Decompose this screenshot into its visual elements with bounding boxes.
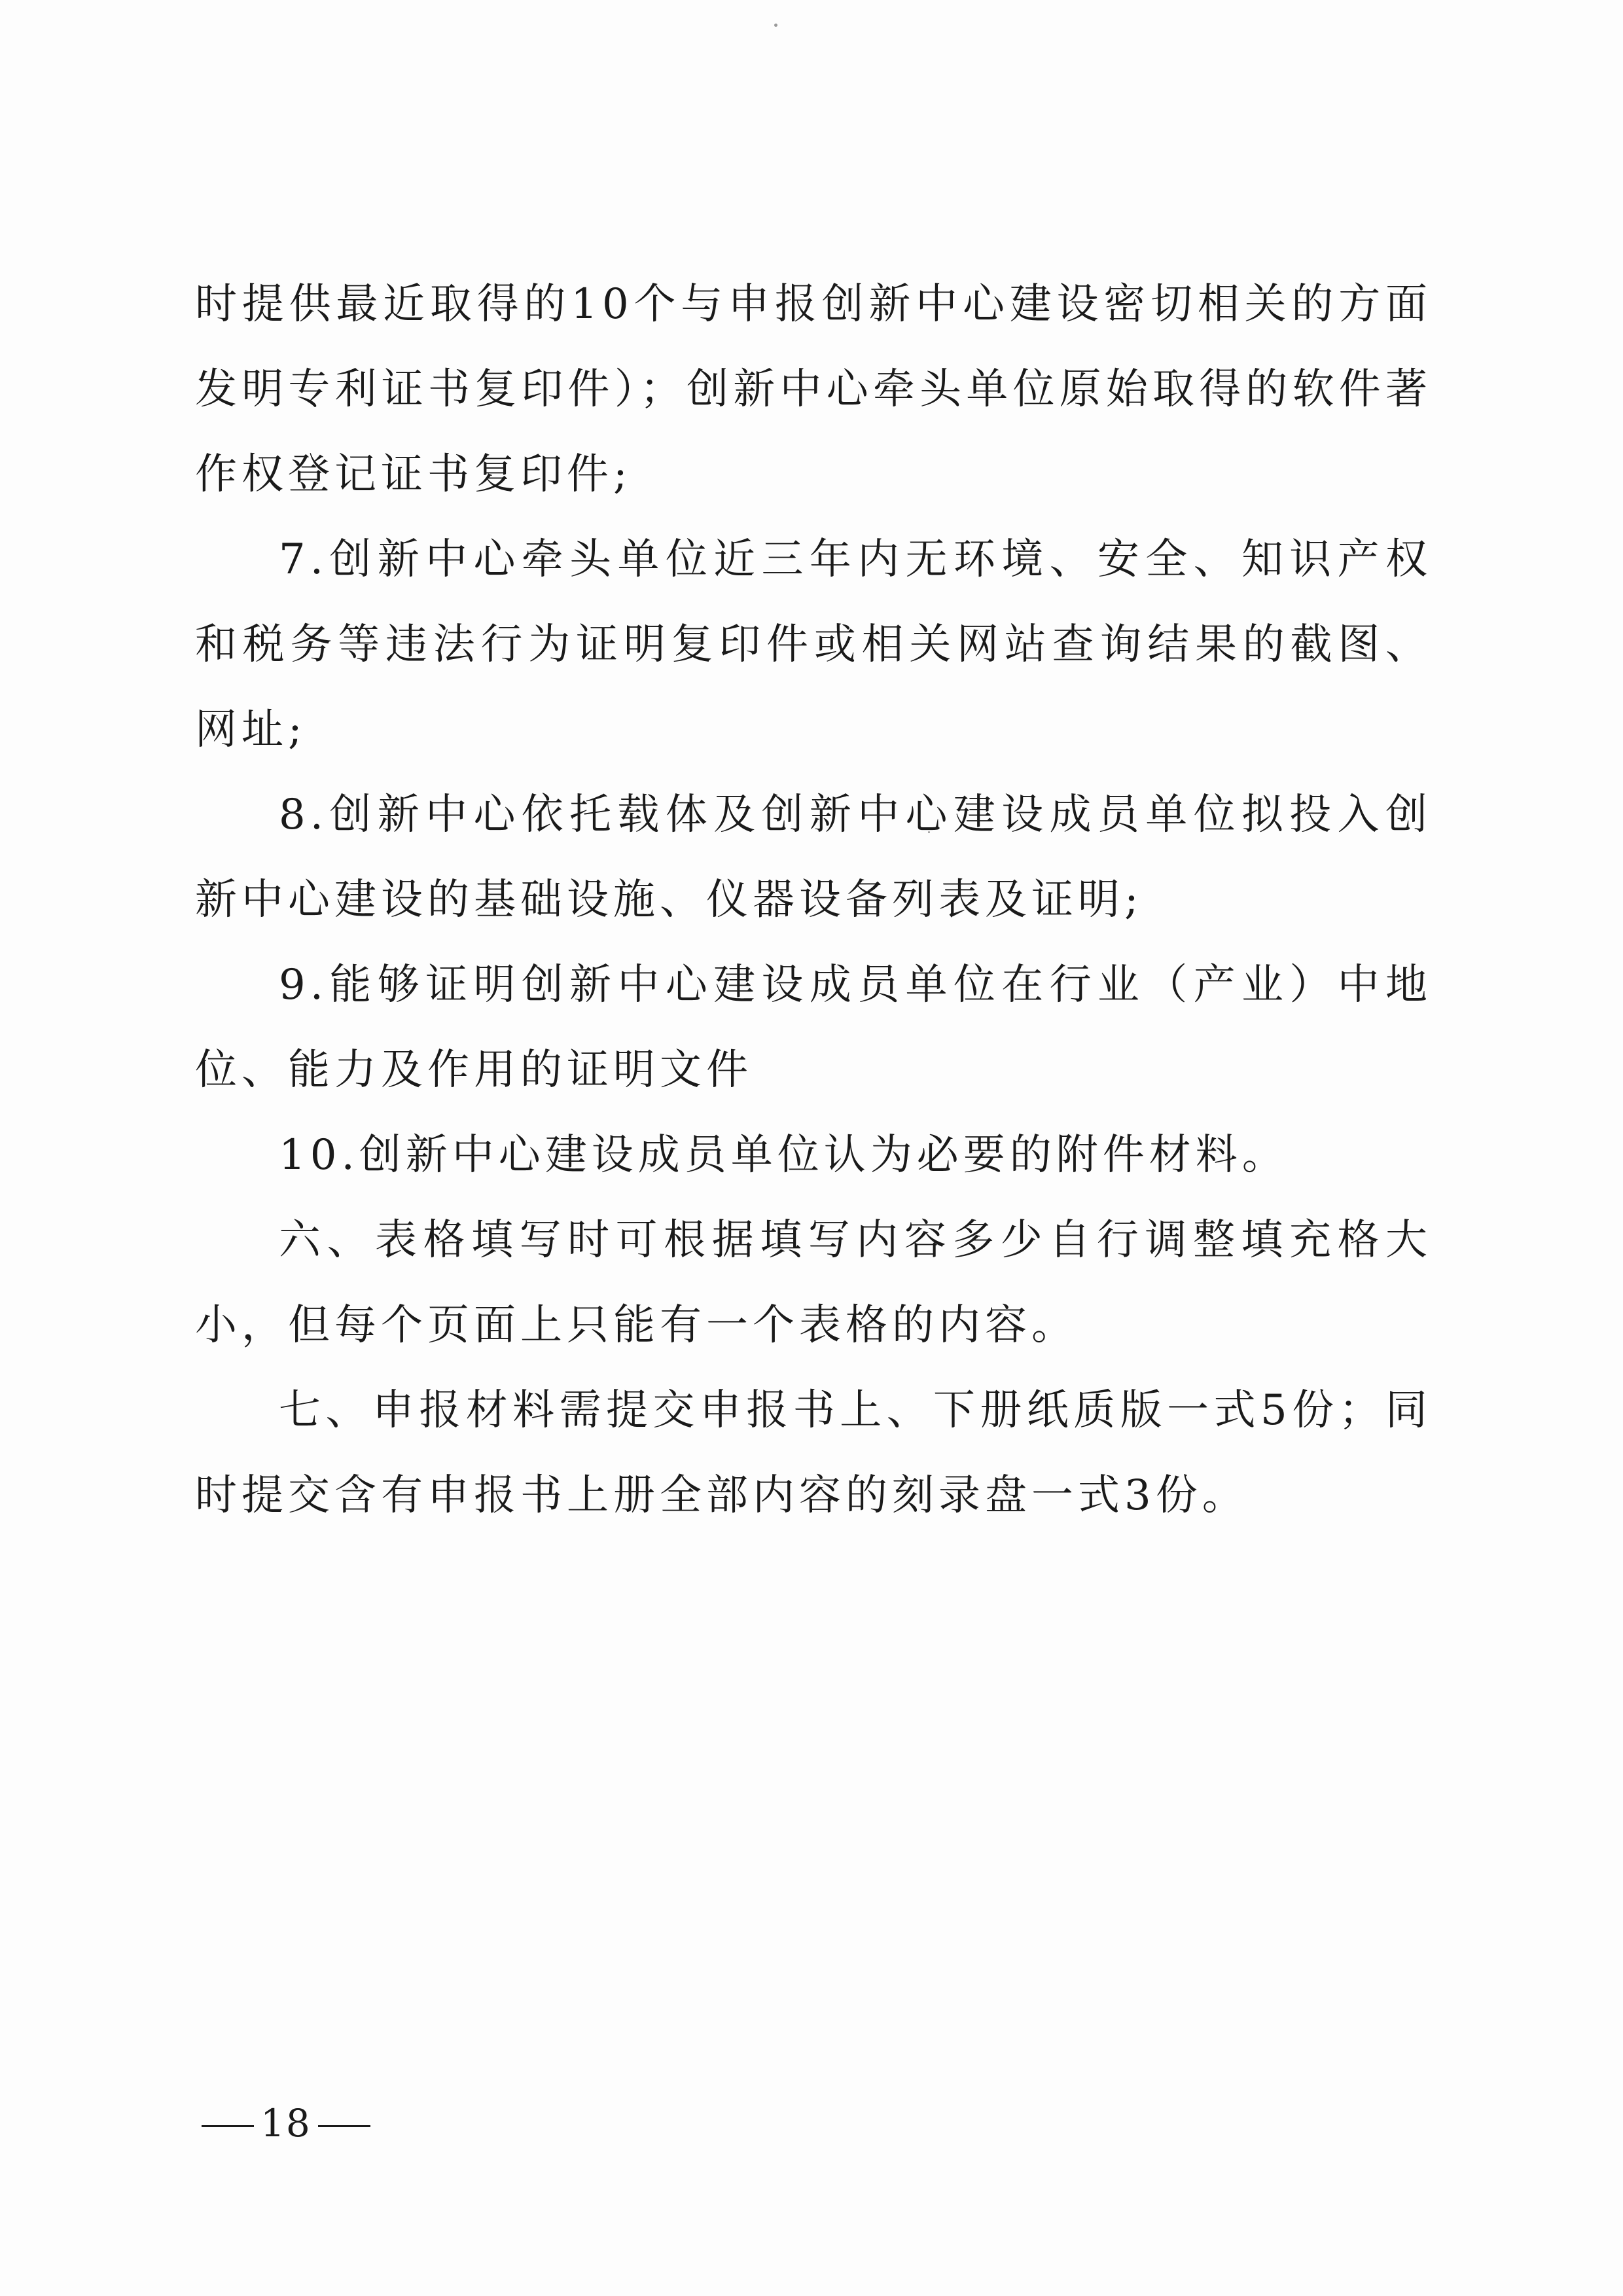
paragraph-item-7: 7.创新中心牵头单位近三年内无环境、安全、知识产权和税务等违法行为证明复印件或相关网站查询结果的截图、网址; bbox=[195, 535, 1432, 754]
paragraph-section-7: 七、申报材料需提交申报书上、下册纸质版一式5份；同时提交含有申报书上册全部内容的刻录盘一式3份。 bbox=[195, 1386, 1432, 1520]
scan-speck bbox=[774, 24, 777, 27]
page-number: 18 bbox=[260, 2101, 312, 2145]
page-footer bbox=[195, 2101, 377, 2145]
footer-dash-right bbox=[318, 2125, 370, 2127]
footer-dash-left bbox=[202, 2125, 254, 2127]
paragraph-item-9: 9.能够证明创新中心建设成员单位在行业（产业）中地位、能力及作用的证明文件 bbox=[195, 961, 1432, 1094]
paragraph-continuation-patents: 时提供最近取得的10个与申报创新中心建设密切相关的方面发明专利证书复印件）；创新中心牵头单位原始取得的软件著作权登记证书复印件; bbox=[195, 280, 1432, 499]
paragraph-item-8: 8.创新中心依托载体及创新中心建设成员单位拟投入创新中心建设的基础设施、仪器设备列表及证明; bbox=[195, 791, 1432, 924]
body-text bbox=[195, 262, 1432, 1538]
paragraph-item-10: 10.创新中心建设成员单位认为必要的附件材料。 bbox=[279, 1131, 1289, 1179]
paragraph-section-6: 六、表格填写时可根据填写内容多少自行调整填充格大小，但每个页面上只能有一个表格的内容。 bbox=[195, 1216, 1432, 1350]
